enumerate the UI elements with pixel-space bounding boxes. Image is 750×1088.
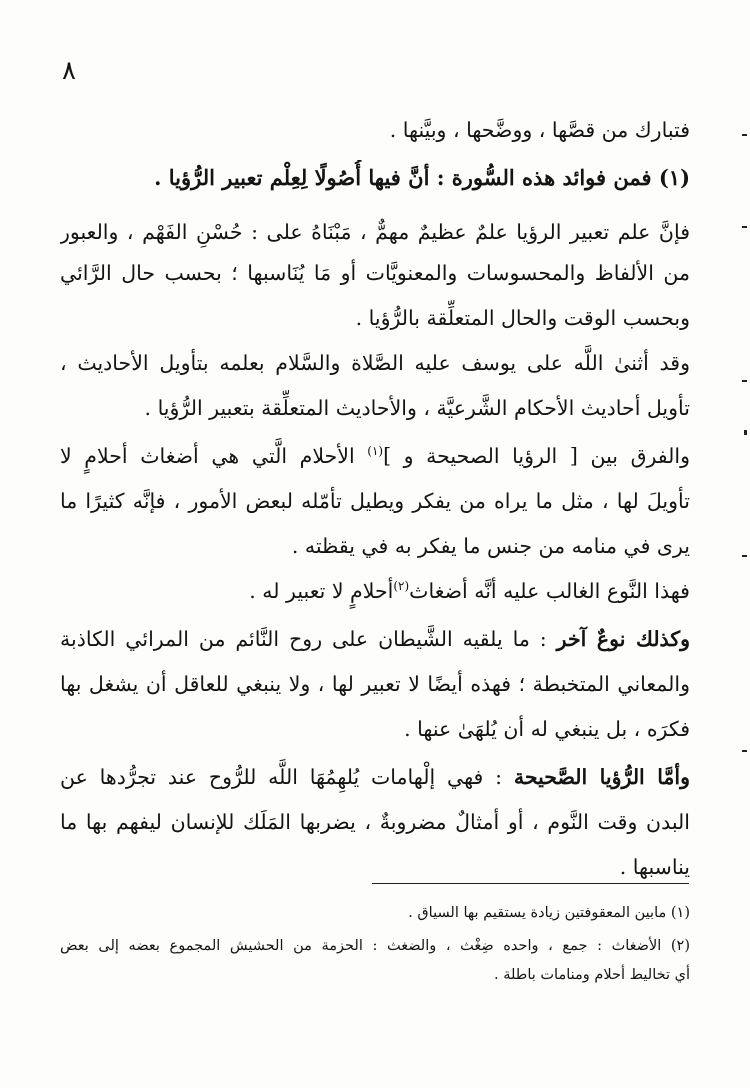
text-run: أحلامٍ لا تعبير له . [249,579,394,603]
page-number: ٨ [62,56,76,86]
text-run: والمعاني المتخبطة ؛ فهذه أيضًا لا تعبير لها ، ولا ينبغي للعاقل أن يشغل بها [60,672,690,696]
text-run: يرى في منامه من جنس ما يفكر به في يقظته . [291,534,690,558]
text-line [60,849,690,885]
bold-phrase: وكذلك نوعٌ آخر [556,627,690,651]
text-line [60,438,690,474]
scan-mark [742,380,747,382]
text-line [60,345,690,381]
footnote-1: (١) مابين المعقوفتين زيادة يستقيم بها السياق . [408,905,690,921]
text-line [60,112,690,148]
footnote-ref: (١) [367,444,384,459]
text-run: والفرق بين [ الرؤيا الصحيحة و ] [383,444,690,468]
text-run: البدن وقت النَّوم ، أو أمثالٌ مضروبةٌ ، يضربها المَلَك للإنسان ليفهم بها ما [60,810,690,834]
text-line [60,214,690,250]
scan-mark [742,134,747,136]
text-line [60,804,690,840]
footnote-2: (٢) الأضغاث : جمع ، واحده ضِغْث ، والضغث : الحزمة من الحشيش المجموع بعضه إلى بعض [60,938,690,954]
bold-phrase: (١) فمن فوائد هذه السُّورة : أنَّ فيها أُصُولًا لِعِلْم تعبير الرُّؤيا . [154,165,690,190]
text-line [60,711,690,747]
scan-mark [742,750,747,752]
text-line [60,759,690,795]
text-run: فتبارك من قصَّها ، ووضَّحها ، وبيَّنها . [389,118,690,142]
text-run: : فهي إلْهامات يُلهِمُهَا اللَّه للرُّوح عند تجرُّدها عن [60,765,514,789]
text-run: : ما يلقيه الشَّيطان على روح النَّائم من المرائي الكاذبة [60,627,557,651]
text-run: من الألفاظ والمحسوسات والمعنويَّات أو مَا يُنَاسبها ؛ بحسب حال الرَّائي [60,261,690,285]
scan-mark [742,555,747,557]
body-text [60,0,690,900]
text-run: الأحلام الَّتي هي أضغاث أحلامٍ لا [60,444,368,468]
text-line [60,666,690,702]
text-run: فإنَّ علم تعبير الرؤيا علمٌ عظيمٌ مهمٌّ ، مَبْنَاهُ على : حُسْنِ الفَهْم ، والعبور [60,220,690,244]
text-run: فهذا النَّوع الغالب عليه أنَّه أضغاث [409,579,690,603]
text-run: فكرَه ، بل ينبغي له أن يُلهَىٰ عنها . [404,717,690,741]
scan-mark [744,430,747,435]
text-run: تأويلَ لها ، مثل ما يراه من يفكر ويطيل تأمّله لبعض الأمور ، فإنَّه كثيرًا ما [60,489,690,513]
text-line [60,483,690,519]
section-heading [60,160,690,196]
text-line [60,390,690,426]
footnote-rule [372,883,689,884]
footnote-2-continued: أي تخاليط أحلام ومنامات باطلة . [494,967,690,983]
scan-mark [742,226,747,228]
text-run: تأويل أحاديث الأحكام الشَّرعيَّة ، والأحاديث المتعلِّقة بتعبير الرُّؤيا . [144,396,690,420]
footnote-ref: (٢) [393,579,410,594]
text-line [60,528,690,564]
text-line [60,255,690,291]
text-run: وقد أثنىٰ اللَّه على يوسف عليه الصَّلاة والسَّلام بعلمه بتأويل الأحاديث ، [60,351,690,375]
bold-phrase: وأمَّا الرُّؤيا الصَّحيحة [513,765,690,789]
text-run: يناسبها . [619,855,690,879]
text-line [60,621,690,657]
text-line [60,300,690,336]
text-run: وبحسب الوقت والحال المتعلِّقة بالرُّؤيا . [355,306,690,330]
text-line [60,573,690,609]
